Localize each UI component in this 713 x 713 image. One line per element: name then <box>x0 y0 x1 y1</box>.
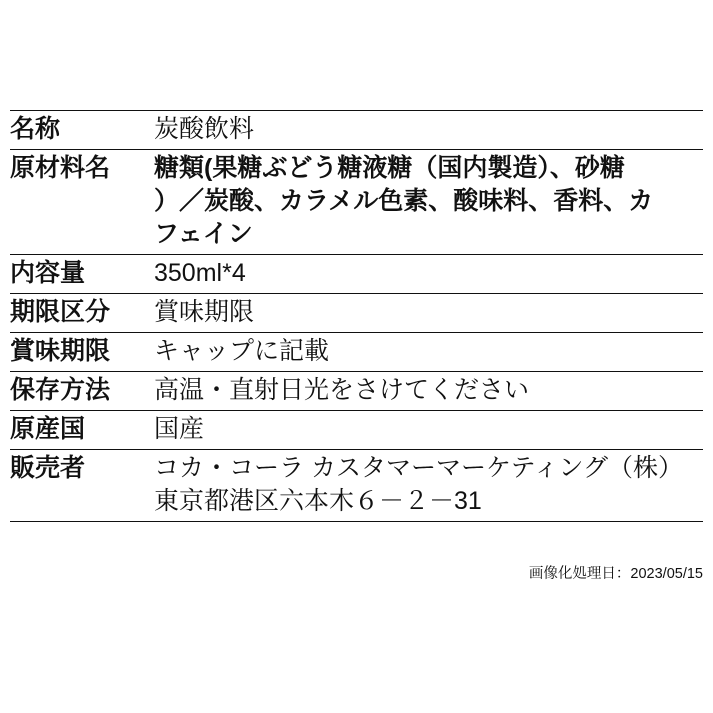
table-body <box>10 111 703 522</box>
value-line: 賞味期限 <box>154 298 255 326</box>
value-line: フェイン <box>154 220 253 248</box>
row-header: 原産国 <box>10 415 86 443</box>
row-value <box>154 411 703 450</box>
row-value <box>154 372 703 411</box>
value-line: キャップに記載 <box>154 337 330 365</box>
row-value <box>154 450 703 522</box>
row-header: 賞味期限 <box>10 337 111 365</box>
processing-date-footnote: 画像化処理日：2023/05/15 <box>528 566 703 582</box>
row-value <box>154 111 703 150</box>
table-row <box>10 450 703 522</box>
row-value <box>154 150 703 255</box>
row-header: 販売者 <box>10 454 86 482</box>
table-row <box>10 411 703 450</box>
product-info-table <box>10 110 703 522</box>
table-row <box>10 111 703 150</box>
row-value <box>154 294 703 333</box>
value-line: ）／炭酸、カラメル色素、酸味料、香料、カ <box>154 187 654 215</box>
table-row <box>10 255 703 294</box>
table-row <box>10 150 703 255</box>
row-header: 保存方法 <box>10 376 111 404</box>
row-header: 期限区分 <box>10 298 111 326</box>
table-row <box>10 294 703 333</box>
row-value <box>154 333 703 372</box>
value-line: コカ・コーラ カスタマーマーケティング（株） <box>154 454 683 482</box>
table-row <box>10 333 703 372</box>
row-value <box>154 255 703 294</box>
product-label-block <box>10 110 703 522</box>
value-line: 350ml*4 <box>154 259 246 287</box>
table-row <box>10 372 703 411</box>
row-header: 内容量 <box>10 259 86 287</box>
value-line: 国産 <box>154 415 205 443</box>
value-line: 炭酸飲料 <box>154 115 255 143</box>
value-line: 東京都港区六本木６－２－31 <box>154 487 482 515</box>
value-line: 糖類(果糖ぶどう糖液糖（国内製造）、砂糖 <box>154 154 625 182</box>
value-line: 高温・直射日光をさけてください <box>154 376 530 404</box>
row-header: 名称 <box>10 115 61 143</box>
row-header: 原材料名 <box>10 154 111 182</box>
